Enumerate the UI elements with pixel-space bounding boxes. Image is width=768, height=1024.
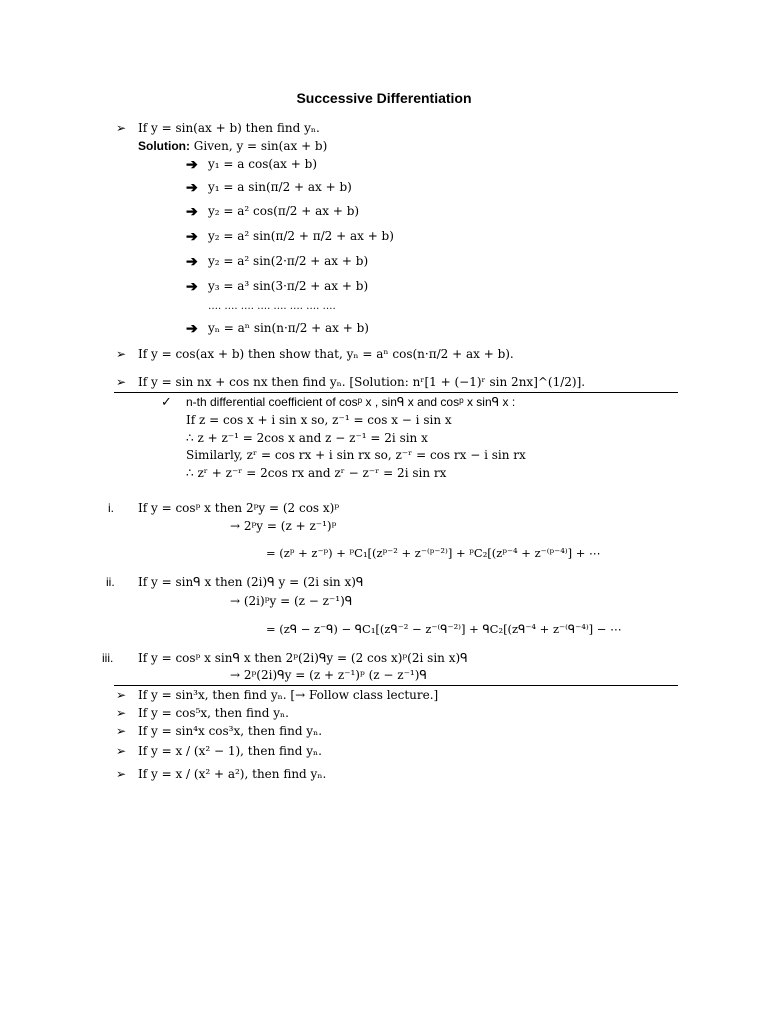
case-2-line-2: → (2i)ᵖy = (z − z⁻¹)ᑫ bbox=[230, 594, 353, 608]
divider bbox=[114, 685, 678, 686]
theory-line-4: ∴ zʳ + z⁻ʳ = 2cos rx and zʳ − z⁻ʳ = 2i sin rx bbox=[186, 466, 447, 480]
step-1: y₁ = a cos(ax + b) bbox=[208, 157, 317, 171]
case-3-line-1: If y = cosᵖ x sinᑫ x then 2ᵖ(2i)ᑫy = (2 cos x)ᵖ(2i sin x)ᑫ bbox=[138, 651, 468, 665]
solution-label: Solution: bbox=[138, 139, 190, 153]
case-number: i. bbox=[108, 501, 114, 515]
case-2-expansion: = (zᑫ − z⁻ᑫ) − ᑫC₁[(zᑫ⁻² − z⁻⁽ᑫ⁻²⁾] + ᑫC₂[(zᑫ⁻⁴ + z⁻⁽ᑫ⁻⁴⁾] − ⋯ bbox=[266, 622, 622, 636]
arrow-icon: ➔ bbox=[186, 156, 198, 172]
theory-line-2: ∴ z + z⁻¹ = 2cos x and z − z⁻¹ = 2i sin x bbox=[186, 431, 428, 445]
exercise-5: If y = x / (x² + a²), then find yₙ. bbox=[138, 767, 327, 781]
step-5: y₂ = a² sin(2·π/2 + ax + b) bbox=[208, 254, 369, 268]
theory-line-3: Similarly, zʳ = cos rx + i sin rx so, z⁻ʳ = cos rx − i sin rx bbox=[186, 448, 526, 462]
case-2-line-1: If y = sinᑫ x then (2i)ᑫ y = (2i sin x)ᑫ bbox=[138, 575, 364, 589]
step-6: y₃ = a³ sin(3·π/2 + ax + b) bbox=[208, 279, 369, 293]
bullet-icon: ➢ bbox=[116, 347, 127, 361]
check-icon: ✓ bbox=[161, 394, 172, 409]
case-1-line-1: If y = cosᵖ x then 2ᵖy = (2 cos x)ᵖ bbox=[138, 501, 340, 515]
arrow-icon: ➔ bbox=[186, 278, 198, 294]
exercise-4: If y = x / (x² − 1), then find yₙ. bbox=[138, 744, 322, 758]
bullet-icon: ➢ bbox=[116, 375, 127, 389]
solution-line bbox=[138, 138, 327, 154]
arrow-icon: ➔ bbox=[186, 253, 198, 269]
solution-given: Given, y = sin(ax + b) bbox=[189, 139, 328, 153]
step-ellipsis: …. …. …. …. …. …. …. …. bbox=[208, 301, 336, 312]
bullet-icon: ➢ bbox=[116, 121, 127, 135]
section-heading: n-th differential coefficient of cosᵖ x , sinᑫ x and cosᵖ x sinᑫ x : bbox=[186, 395, 516, 409]
arrow-icon: ➔ bbox=[186, 320, 198, 336]
divider bbox=[114, 392, 678, 393]
arrow-icon: ➔ bbox=[186, 179, 198, 195]
bullet-icon: ➢ bbox=[116, 744, 127, 758]
bullet-icon: ➢ bbox=[116, 706, 127, 720]
question-2: If y = cos(ax + b) then show that, yₙ = aⁿ cos(n·π/2 + ax + b). bbox=[138, 347, 514, 361]
case-1-expansion: = (zᵖ + z⁻ᵖ) + ᵖC₁[(zᵖ⁻² + z⁻⁽ᵖ⁻²⁾] + ᵖC₂[(zᵖ⁻⁴ + z⁻⁽ᵖ⁻⁴⁾] + ⋯ bbox=[266, 546, 601, 560]
step-2: y₁ = a sin(π/2 + ax + b) bbox=[208, 180, 352, 194]
arrow-icon: ➔ bbox=[186, 203, 198, 219]
arrow-icon: ➔ bbox=[186, 228, 198, 244]
bullet-icon: ➢ bbox=[116, 724, 127, 738]
question-1: If y = sin(ax + b) then find yₙ. bbox=[138, 121, 320, 135]
exercise-3: If y = sin⁴x cos³x, then find yₙ. bbox=[138, 724, 323, 738]
case-1-line-2: → 2ᵖy = (z + z⁻¹)ᵖ bbox=[230, 519, 337, 533]
bullet-icon: ➢ bbox=[116, 767, 127, 781]
question-3: If y = sin nx + cos nx then find yₙ. [Solution: nʳ[1 + (−1)ʳ sin 2nx]^(1/2)]. bbox=[138, 375, 586, 389]
page-title: Successive Differentiation bbox=[296, 90, 472, 106]
bullet-icon: ➢ bbox=[116, 688, 127, 702]
case-number: ii. bbox=[106, 575, 115, 589]
theory-line-1: If z = cos x + i sin x so, z⁻¹ = cos x − i sin x bbox=[186, 413, 452, 427]
step-4: y₂ = a² sin(π/2 + π/2 + ax + b) bbox=[208, 229, 394, 243]
case-3-line-2: → 2ᵖ(2i)ᑫy = (z + z⁻¹)ᵖ (z − z⁻¹)ᑫ bbox=[230, 668, 427, 682]
step-3: y₂ = a² cos(π/2 + ax + b) bbox=[208, 204, 360, 218]
step-n: yₙ = aⁿ sin(n·π/2 + ax + b) bbox=[208, 321, 369, 335]
case-number: iii. bbox=[102, 651, 114, 665]
exercise-2: If y = cos⁵x, then find yₙ. bbox=[138, 706, 289, 720]
exercise-1: If y = sin³x, then find yₙ. [→ Follow class lecture.] bbox=[138, 688, 439, 702]
